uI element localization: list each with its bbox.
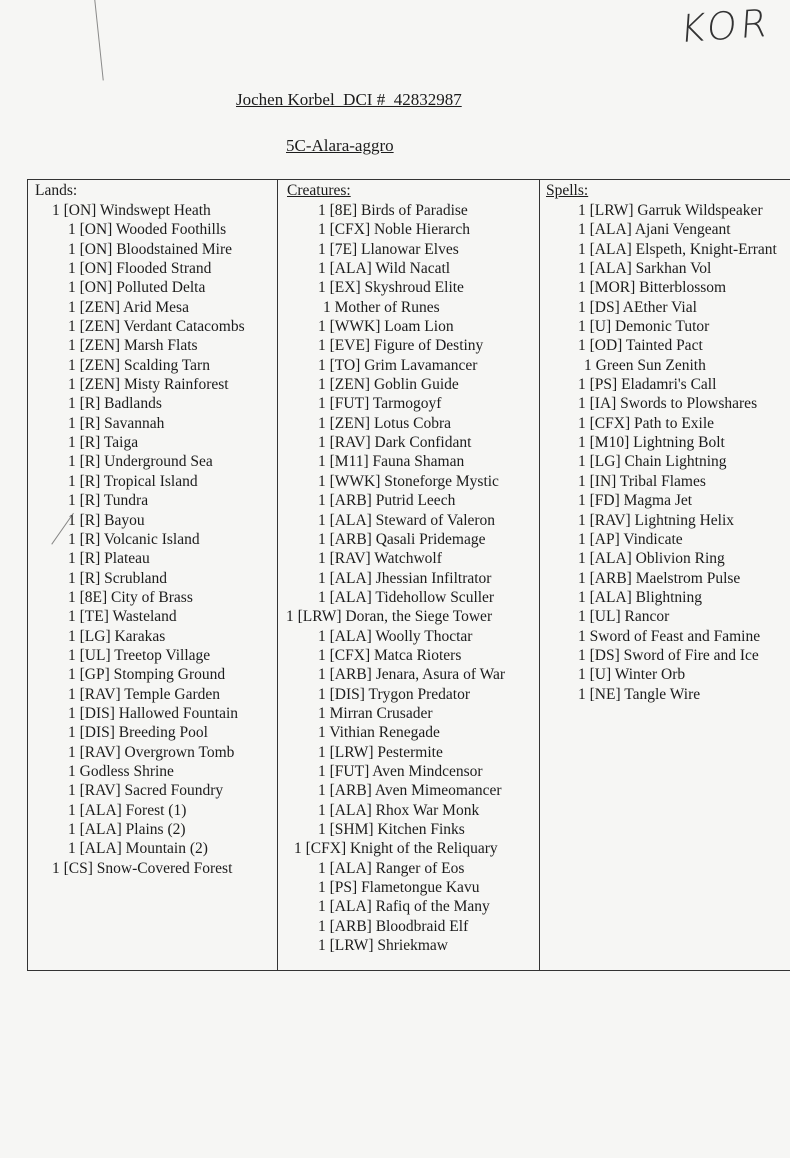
spells-card-entry: 1 [PS] Eladamri's Call [578,376,717,394]
creatures-card-entry: 1 [ALA] Rhox War Monk [318,801,480,819]
creatures-card-entry: 1 [ALA] Jhessian Infiltrator [318,569,492,587]
spells-card-entry: 1 Green Sun Zenith [584,356,706,374]
creatures-heading: Creatures: [287,182,351,199]
spells-card-entry: 1 Sword of Feast and Famine [578,627,761,645]
lands-card-entry: 1 Godless Shrine [68,762,174,780]
creatures-card-entry: 1 [TO] Grim Lavamancer [318,356,478,374]
lands-card-entry: 1 [ALA] Plains (2) [68,821,186,838]
creatures-card-entry: 1 [8E] Birds of Paradise [318,202,468,219]
lands-card-entry: 1 [8E] City of Brass [68,588,193,606]
creatures-card-entry: 1 [FUT] Tarmogoyf [318,395,442,413]
spells-list [539,201,777,704]
spells-card-entry: 1 [NE] Tangle Wire [578,685,701,703]
lands-card-entry: 1 [TE] Wasteland [68,608,177,626]
lands-card-entry: 1 [ON] Flooded Strand [68,260,212,278]
creatures-card-entry: 1 [FUT] Aven Mindcensor [318,762,483,780]
spells-card-entry: 1 [RAV] Lightning Helix [578,511,734,529]
pen-stroke-mark [93,0,117,81]
decklist-table [27,179,790,971]
lands-list [28,201,245,878]
lands-card-entry: 1 [ON] Bloodstained Mire [68,240,233,258]
spells-card-entry: 1 [CFX] Path to Exile [578,414,715,432]
spells-card-entry: 1 [ALA] Blightning [578,588,702,606]
creatures-card-entry: 1 [PS] Flametongue Kavu [318,879,480,897]
lands-card-entry: 1 [ALA] Mountain (2) [68,840,208,858]
lands-card-entry: 1 [R] Bayou [68,511,145,529]
lands-card-entry: 1 [RAV] Temple Garden [68,685,221,703]
lands-card-entry: 1 [R] Volcanic Island [68,530,200,548]
lands-card-entry: 1 [ZEN] Misty Rainforest [68,376,229,394]
lands-card-entry: 1 [ZEN] Verdant Catacombs [68,318,245,336]
spells-heading: Spells: [546,182,589,199]
creatures-card-entry: 1 [SHM] Kitchen Finks [318,821,465,838]
creatures-card-entry: 1 [ALA] Ranger of Eos [318,859,465,877]
creatures-card-entry: 1 [ARB] Aven Mimeomancer [318,782,502,800]
spells-card-entry: 1 [UL] Rancor [578,608,670,626]
lands-card-entry: 1 [R] Tundra [68,492,149,510]
spells-card-entry: 1 [FD] Magma Jet [578,492,693,510]
creatures-card-entry: 1 [ALA] Wild Nacatl [318,260,451,278]
lands-card-entry: 1 [DIS] Breeding Pool [68,724,208,742]
creatures-card-entry: 1 [LRW] Doran, the Siege Tower [286,608,493,626]
creatures-card-entry: 1 [ARB] Putrid Leech [318,492,456,510]
creatures-card-entry: 1 [M11] Fauna Shaman [318,453,465,471]
handwritten-initials: KOR [678,0,773,52]
lands-card-entry: 1 [ZEN] Marsh Flats [68,337,198,355]
lands-card-entry: 1 [R] Taiga [68,434,139,452]
lands-card-entry: 1 [R] Savannah [68,414,165,432]
creatures-card-entry: 1 [LRW] Pestermite [318,743,443,761]
lands-card-entry: 1 [CS] Snow-Covered Forest [52,859,233,877]
creatures-card-entry: 1 [LRW] Shriekmaw [318,937,449,955]
lands-card-entry: 1 [R] Underground Sea [68,453,213,471]
creatures-card-entry: 1 [CFX] Matca Rioters [318,646,462,664]
deck-name: 5C-Alara-aggro [286,136,394,155]
lands-heading: Lands: [35,182,78,199]
creatures-card-entry: 1 [7E] Llanowar Elves [318,240,459,258]
creatures-card-entry: 1 [RAV] Watchwolf [318,550,442,568]
spells-card-entry: 1 [ARB] Maelstrom Pulse [578,569,741,587]
creatures-card-entry: 1 Mother of Runes [323,298,440,316]
creatures-card-entry: 1 [WWK] Loam Lion [318,318,454,336]
creatures-card-entry: 1 [WWK] Stoneforge Mystic [318,472,499,490]
lands-card-entry: 1 [ALA] Forest (1) [68,801,187,819]
creatures-card-entry: 1 [ALA] Steward of Valeron [318,511,496,529]
lands-card-entry: 1 [LG] Karakas [68,627,166,645]
creatures-card-entry: 1 [CFX] Knight of the Reliquary [294,840,498,858]
spells-card-entry: 1 [AP] Vindicate [578,530,683,548]
creatures-card-entry: 1 Mirran Crusader [318,704,433,722]
lands-card-entry: 1 [R] Plateau [68,550,150,568]
spells-card-entry: 1 [U] Winter Orb [578,666,686,684]
creatures-card-entry: 1 [CFX] Noble Hierarch [318,221,470,239]
creatures-card-entry: 1 [ALA] Tidehollow Sculler [318,588,495,606]
spells-card-entry: 1 [IN] Tribal Flames [578,472,706,490]
spells-card-entry: 1 [LRW] Garruk Wildspeaker [578,202,763,219]
spells-card-entry: 1 [DS] AEther Vial [578,298,697,316]
spells-card-entry: 1 [M10] Lightning Bolt [578,434,725,452]
lands-card-entry: 1 [ZEN] Arid Mesa [68,298,189,316]
lands-card-entry: 1 [ZEN] Scalding Tarn [68,356,210,374]
creatures-card-entry: 1 [ALA] Rafiq of the Many [318,898,490,916]
lands-card-entry: 1 [ON] Windswept Heath [52,202,211,219]
lands-card-entry: 1 [RAV] Overgrown Tomb [68,743,235,761]
creatures-card-entry: 1 Vithian Renegade [318,724,440,742]
creatures-card-entry: 1 [ALA] Woolly Thoctar [318,627,473,645]
spells-card-entry: 1 [MOR] Bitterblossom [578,279,727,297]
spells-card-entry: 1 [ALA] Sarkhan Vol [578,260,712,278]
lands-card-entry: 1 [R] Scrubland [68,569,168,587]
lands-card-entry: 1 [ON] Polluted Delta [68,279,206,297]
spells-card-entry: 1 [ALA] Oblivion Ring [578,550,725,568]
player-name-dci: Jochen Korbel DCI # 42832987 [236,90,462,109]
spells-card-entry: 1 [LG] Chain Lightning [578,453,727,471]
lands-card-entry: 1 [GP] Stomping Ground [68,666,226,684]
lands-card-entry: 1 [ON] Wooded Foothills [68,221,227,239]
lands-card-entry: 1 [UL] Treetop Village [68,646,211,664]
creatures-list [277,201,505,955]
lands-card-entry: 1 [R] Badlands [68,395,162,413]
creatures-card-entry: 1 [EVE] Figure of Destiny [318,337,484,355]
spells-card-entry: 1 [OD] Tainted Pact [578,337,703,355]
spells-card-entry: 1 [DS] Sword of Fire and Ice [578,646,759,664]
spells-card-entry: 1 [ALA] Ajani Vengeant [578,221,731,239]
creatures-card-entry: 1 [ARB] Bloodbraid Elf [318,917,469,935]
creatures-card-entry: 1 [ARB] Qasali Pridemage [318,530,486,548]
creatures-card-entry: 1 [EX] Skyshroud Elite [318,279,464,297]
creatures-card-entry: 1 [DIS] Trygon Predator [318,685,470,703]
spells-card-entry: 1 [IA] Swords to Plowshares [578,395,758,413]
creatures-card-entry: 1 [ZEN] Lotus Cobra [318,414,452,432]
creatures-card-entry: 1 [ZEN] Goblin Guide [318,376,459,394]
lands-card-entry: 1 [DIS] Hallowed Fountain [68,704,239,722]
spells-card-entry: 1 [U] Demonic Tutor [578,318,710,336]
lands-card-entry: 1 [R] Tropical Island [68,472,198,490]
creatures-card-entry: 1 [ARB] Jenara, Asura of War [318,666,505,684]
lands-card-entry: 1 [RAV] Sacred Foundry [68,782,224,800]
spells-card-entry: 1 [ALA] Elspeth, Knight-Errant [578,240,777,258]
creatures-card-entry: 1 [RAV] Dark Confidant [318,434,472,452]
